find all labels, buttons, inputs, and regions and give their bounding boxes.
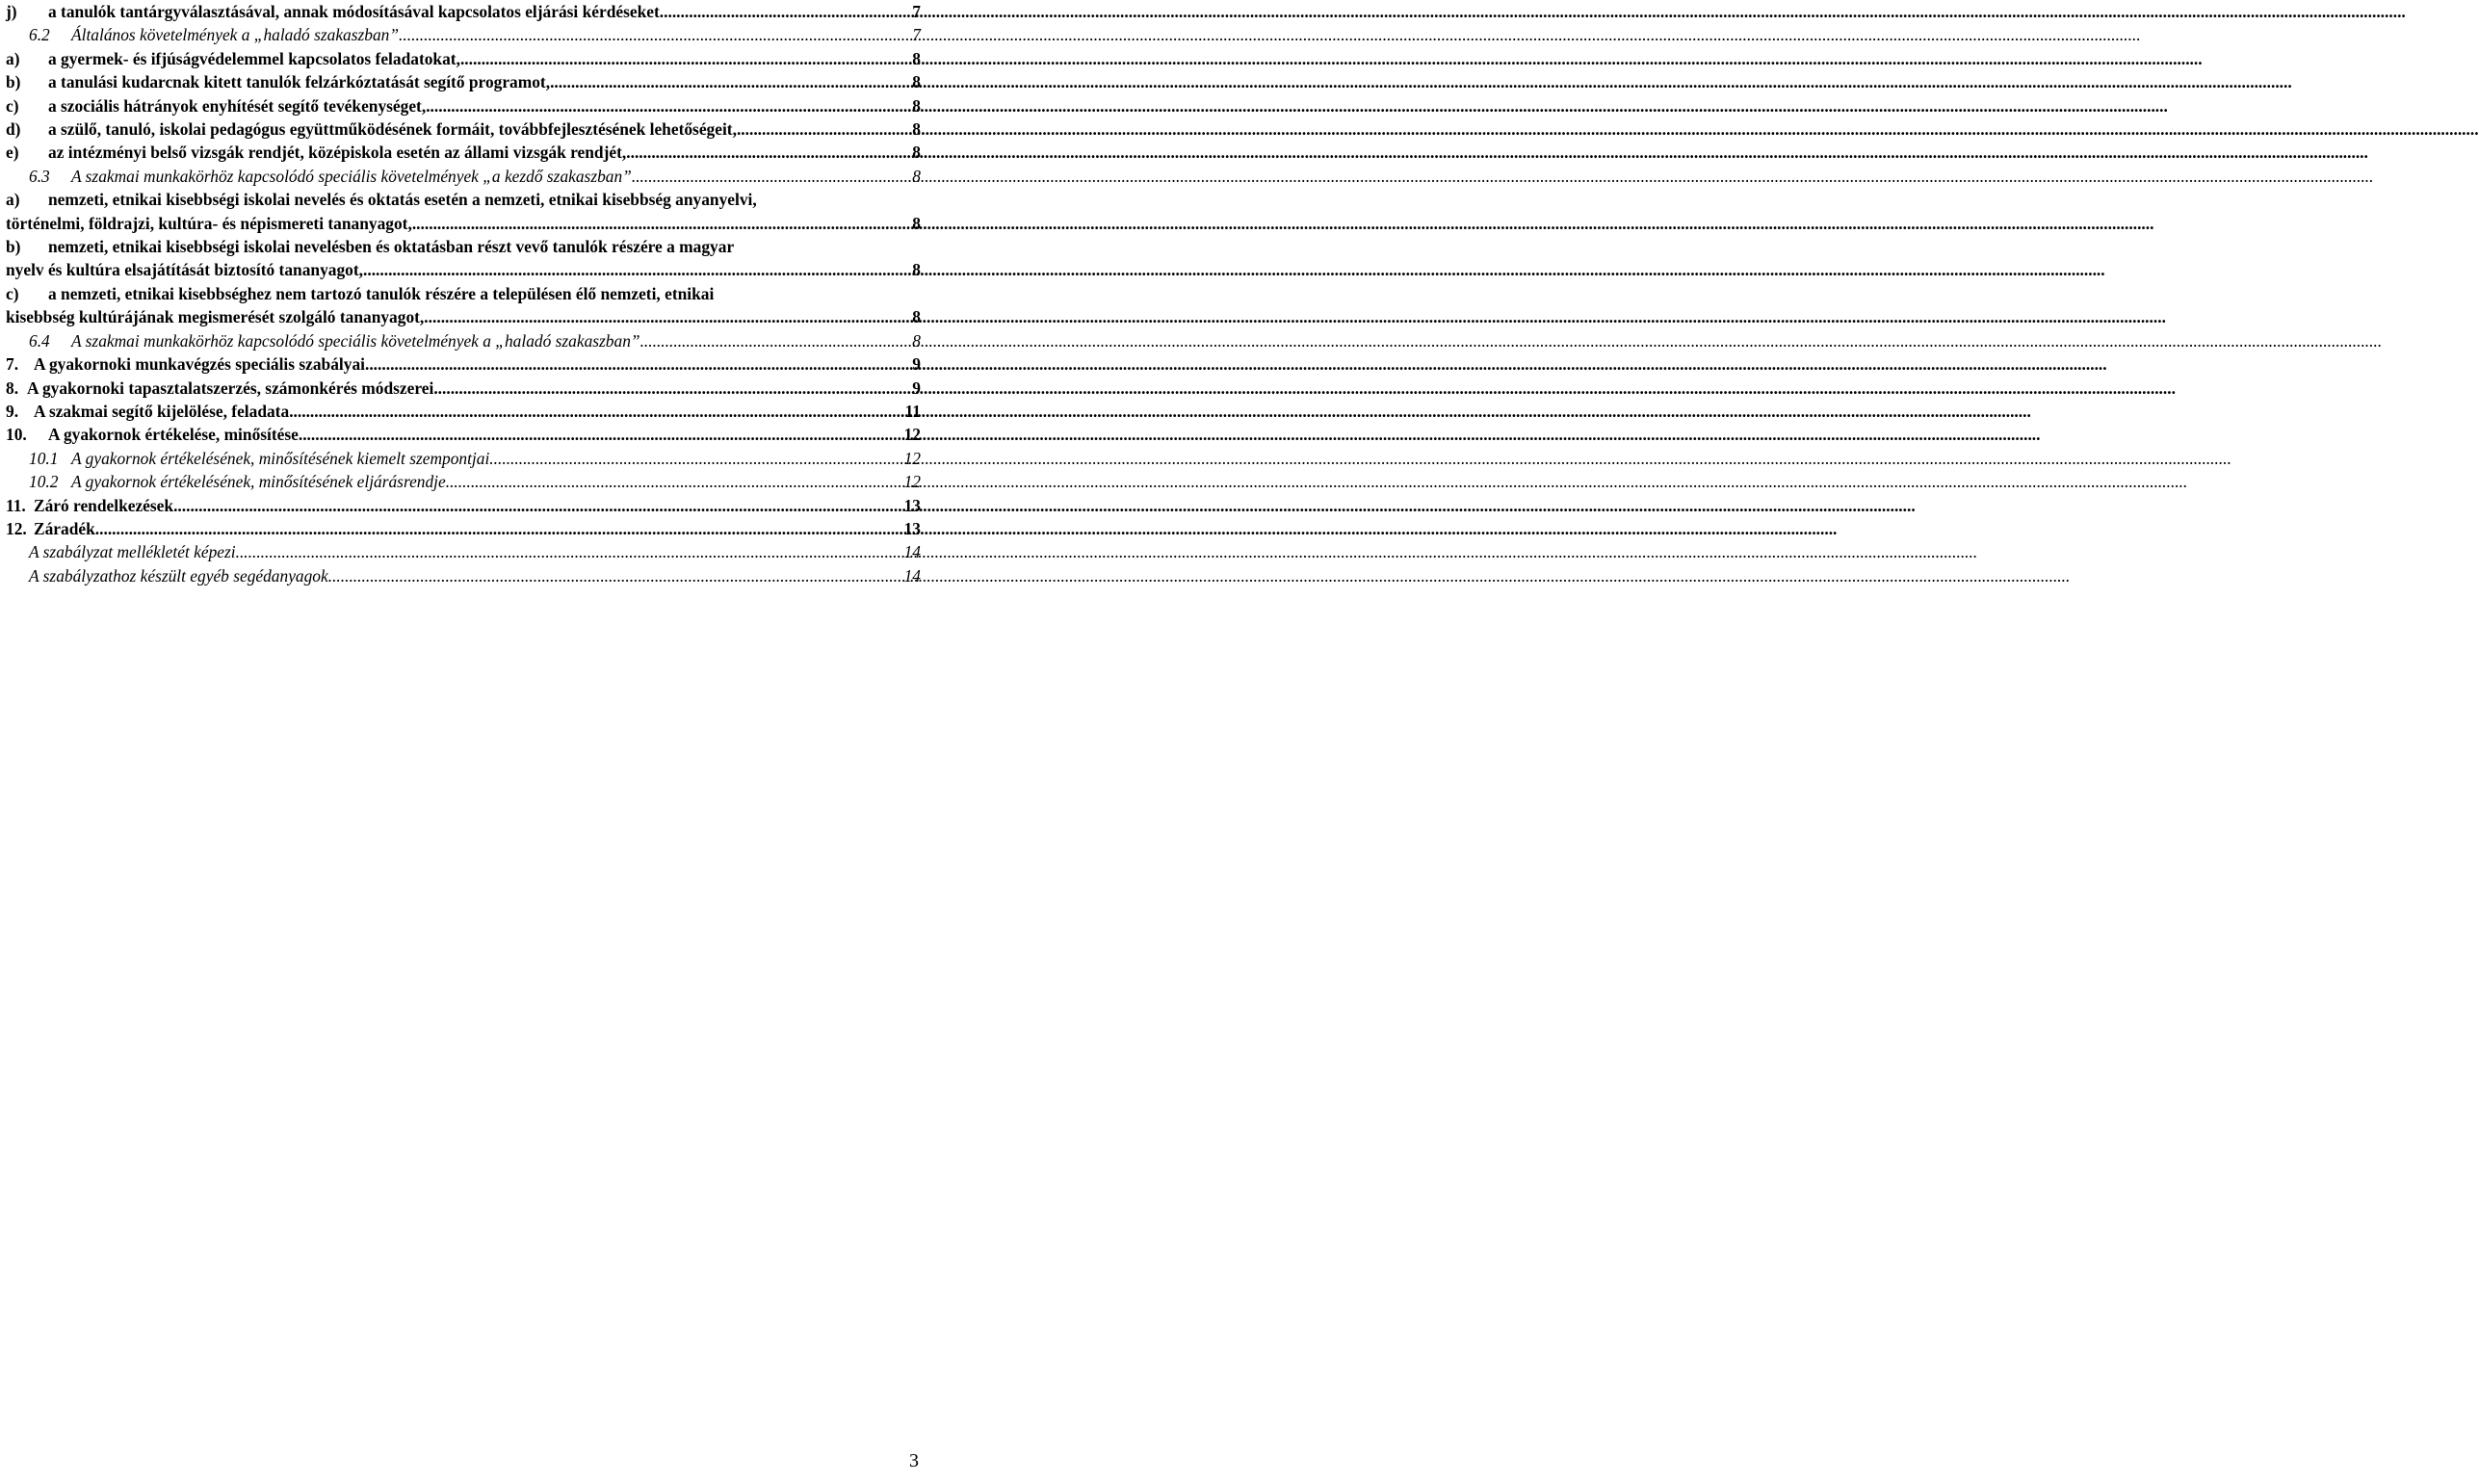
toc-entry-page: 8	[912, 119, 921, 140]
toc-entry-label: c)	[6, 95, 19, 116]
toc-entry-label: b)	[6, 72, 21, 92]
toc-leader-dots	[489, 447, 901, 470]
toc-entry-text: A szakmai munkakörhöz kapcsolódó speciális követelmények „a kezdő szakaszban”	[71, 166, 632, 186]
toc-entry-label: 11.	[6, 495, 26, 515]
toc-entry-label: b)	[6, 237, 21, 257]
toc-entry	[6, 329, 921, 352]
toc-leader-dots	[365, 352, 910, 376]
toc-entry-page: 8	[912, 143, 921, 163]
toc-entry-page: 8	[912, 307, 921, 327]
toc-entry	[6, 70, 921, 93]
toc-entry-text: A gyakornoki munkavégzés speciális szabályai	[34, 354, 365, 375]
toc-leader-dots	[446, 470, 902, 493]
toc-leader-dots	[424, 305, 910, 328]
toc-entry	[6, 0, 921, 23]
toc-entry-text: A szabályzathoz készült egyéb segédanyagok	[29, 565, 328, 586]
toc-entry-page: 13	[903, 495, 921, 515]
toc-leader-dots	[550, 70, 910, 93]
toc-entry	[6, 400, 921, 423]
toc-entry-label: 10.2	[29, 472, 59, 492]
toc-entry-text: a tanulók tantárgyválasztásával, annak módosításával kapcsolatos eljárási kérdéseket.	[48, 2, 665, 21]
toc-leader-dots	[412, 212, 910, 235]
toc-leader-dots	[433, 377, 910, 400]
toc-leader-dots	[632, 165, 910, 188]
toc-entry-label: c)	[6, 283, 19, 303]
toc-leader-dots	[737, 117, 910, 141]
toc-entry-text: A gyakornoki tapasztalatszerzés, számonkérés módszerei	[27, 378, 434, 398]
toc-entry-text: A gyakornok értékelésének, minősítésének eljárásrendje	[71, 472, 446, 492]
toc-entry-text: A gyakornok értékelésének, minősítésének kiemelt szempontjai	[71, 448, 490, 468]
toc-leader-dots	[664, 0, 910, 23]
toc-entry-page: 9	[912, 354, 921, 375]
toc-entry-label: d)	[6, 119, 21, 140]
toc-entry-page: 8	[912, 330, 921, 351]
toc-entry-text: A szakmai segítő kijelölése, feladata	[34, 401, 290, 421]
toc-leader-dots	[640, 329, 911, 352]
toc-entry	[6, 141, 921, 164]
toc-entry-label: a)	[6, 48, 20, 68]
toc-entry-text: a szociális hátrányok enyhítését segítő tevékenységet,	[48, 95, 427, 116]
toc-entry-text: nemzeti, etnikai kisebbségi iskolai nevelés és oktatás esetén a nemzeti, etnikai kisebbség anyanyelvi,	[48, 190, 757, 210]
toc-leader-dots	[289, 400, 902, 423]
toc-entry	[6, 47, 921, 70]
toc-entry-page: 13	[903, 518, 921, 538]
toc-leader-dots	[95, 517, 902, 540]
toc-entry	[6, 494, 921, 517]
toc-entry-page: 8	[912, 72, 921, 92]
toc-entry-text: a nemzeti, etnikai kisebbséghez nem tartozó tanulók részére a településen élő nemzeti, etnikai	[48, 283, 715, 303]
toc-entry	[6, 188, 921, 235]
toc-entry-text: A szakmai munkakörhöz kapcsolódó speciális követelmények a „haladó szakaszban”	[71, 330, 640, 351]
toc-entry-label: 10.	[6, 425, 27, 445]
page-number: 3	[909, 1450, 919, 1471]
toc-entry-text: az intézményi belső vizsgák rendjét, középiskola esetén az állami vizsgák rendjét,	[48, 143, 627, 163]
toc-entry-label: 10.1	[29, 448, 59, 468]
toc-entry-page: 8	[912, 95, 921, 116]
toc-entry-text-continued: történelmi, földrajzi, kultúra- és népismereti tananyagot,	[6, 213, 412, 233]
toc-entry-page: 8	[912, 260, 921, 280]
toc-entry-page: 8	[912, 48, 921, 68]
toc-entry-label: e)	[6, 143, 19, 163]
toc-leader-dots	[426, 94, 910, 117]
toc-entry-text: a tanulási kudarcnak kitett tanulók felzárkóztatását segítő programot,	[48, 72, 551, 92]
toc-entry	[6, 165, 921, 188]
table-of-contents	[6, 0, 921, 587]
toc-leader-dots	[236, 540, 902, 563]
toc-entry-page: 8	[912, 166, 921, 186]
toc-entry-text: Általános követelmények a „haladó szakaszban”	[71, 25, 400, 45]
toc-entry-page: 9	[912, 378, 921, 398]
toc-entry-label: j)	[6, 2, 17, 21]
toc-entry	[6, 447, 921, 470]
toc-entry-page: 12	[903, 448, 921, 468]
toc-leader-dots	[399, 23, 910, 46]
toc-entry-label: 6.3	[29, 166, 50, 186]
toc-leader-dots	[626, 141, 910, 164]
toc-entry-text: Záró rendelkezések	[34, 495, 174, 515]
toc-entry-text-continued: kisebbség kultúrájának megismerését szolgáló tananyagot,	[6, 307, 425, 327]
toc-entry-page: 12	[903, 425, 921, 445]
toc-entry-label: 12.	[6, 518, 27, 538]
toc-leader-dots	[328, 564, 902, 587]
toc-entry-page: 14	[903, 542, 921, 562]
toc-entry-text: A gyakornok értékelése, minősítése	[48, 425, 299, 445]
toc-entry-text: nemzeti, etnikai kisebbségi iskolai nevelésben és oktatásban részt vevő tanulók részére a magyar	[48, 237, 735, 257]
toc-leader-dots	[460, 47, 910, 70]
toc-entry-label: 9.	[6, 401, 19, 421]
toc-entry	[6, 517, 921, 540]
toc-entry	[6, 94, 921, 117]
toc-entry	[6, 540, 921, 563]
toc-entry-label: 7.	[6, 354, 19, 375]
toc-entry-text: A szabályzat mellékletét képezi	[29, 542, 236, 562]
toc-entry-page: 7	[912, 2, 921, 21]
toc-entry-label: 6.2	[29, 25, 50, 45]
toc-entry-label: 6.4	[29, 330, 50, 351]
toc-entry	[6, 282, 921, 329]
toc-entry	[6, 564, 921, 587]
toc-entry	[6, 352, 921, 376]
toc-entry-text: Záradék	[34, 518, 95, 538]
toc-entry-page: 8	[912, 213, 921, 233]
toc-entry	[6, 23, 921, 46]
toc-entry-text: a gyermek- és ifjúságvédelemmel kapcsolatos feladatokat,	[48, 48, 460, 68]
toc-entry-label: a)	[6, 190, 20, 210]
toc-entry-page: 14	[903, 565, 921, 586]
toc-entry	[6, 117, 921, 141]
toc-entry-text-continued: nyelv és kultúra elsajátítását biztosító tananyagot,	[6, 260, 363, 280]
toc-entry-text: a szülő, tanuló, iskolai pedagógus együttműködésének formáit, továbbfejlesztésének lehetőségeit,	[48, 119, 737, 140]
toc-entry-page: 12	[903, 472, 921, 492]
toc-entry	[6, 235, 921, 282]
toc-leader-dots	[299, 423, 902, 446]
toc-entry-label: 8.	[6, 378, 19, 398]
toc-entry-page: 7	[912, 25, 921, 45]
toc-leader-dots	[173, 494, 902, 517]
toc-leader-dots	[363, 258, 910, 281]
toc-entry	[6, 377, 921, 400]
toc-entry-page: 11	[904, 401, 921, 421]
toc-entry	[6, 470, 921, 493]
toc-entry	[6, 423, 921, 446]
